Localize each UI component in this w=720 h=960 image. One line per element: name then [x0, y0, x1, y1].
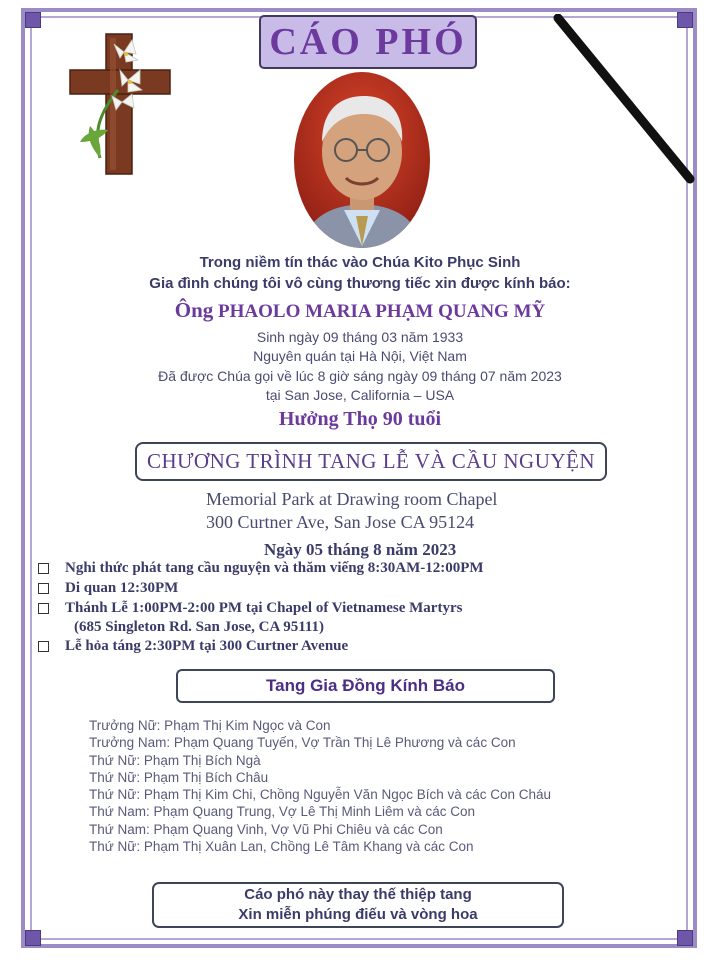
schedule-item: Nghi thức phát tang cầu nguyện và thăm viếng 8:30AM-12:00PM: [38, 560, 484, 577]
family-member: Thứ Nam: Phạm Quang Vinh, Vợ Vũ Phi Chiêu và các Con: [89, 821, 443, 837]
title-box: [259, 15, 477, 69]
schedule-item: Di quan 12:30PM: [38, 580, 178, 597]
page-title: CÁO PHÓ: [269, 21, 467, 63]
venue-line-2: 300 Curtner Ave, San Jose CA 95124: [206, 512, 475, 532]
schedule-item: Thánh Lễ 1:00PM-2:00 PM tại Chapel of Vietnamese Martyrs: [38, 600, 462, 617]
family-title: Tang Gia Đồng Kính Báo: [266, 676, 465, 695]
family-member: Thứ Nữ: Phạm Thị Bích Ngà: [89, 752, 261, 768]
passed-place: tại San Jose, California – USA: [265, 387, 455, 403]
deceased-fullname: PHAOLO MARIA PHẠM QUANG MỸ: [218, 301, 546, 322]
schedule-item-address: (685 Singleton Rd. San Jose, CA 95111): [74, 619, 325, 635]
family-member: Thứ Nữ: Phạm Thị Bích Châu: [89, 769, 269, 785]
checkbox-icon: [38, 641, 49, 652]
checkbox-icon: [38, 603, 49, 614]
notice-box: [152, 882, 564, 928]
deceased-name: [0, 298, 720, 323]
family-box: [176, 669, 555, 703]
schedule-item: Lễ hỏa táng 2:30PM tại 300 Curtner Avenue: [38, 638, 348, 655]
program-title: CHƯƠNG TRÌNH TANG LỄ VÀ CẦU NGUYỆN: [146, 449, 596, 473]
origin: Nguyên quán tại Hà Nội, Việt Nam: [253, 348, 467, 364]
family-member: Thứ Nam: Phạm Quang Trung, Vợ Lê Thị Minh Liêm và các Con: [89, 804, 476, 820]
notice-line-1: Cáo phó này thay thế thiệp tang: [244, 886, 472, 903]
corner-bottom-left: [25, 930, 41, 946]
venue-line-1: Memorial Park at Drawing room Chapel: [206, 489, 498, 509]
corner-bottom-right: [677, 930, 693, 946]
family-member: Thứ Nữ: Phạm Thị Kim Chi, Chồng Nguyễn Văn Ngọc Bích và các Con Cháu: [89, 787, 552, 803]
program-box: [135, 442, 607, 481]
age-line: Hưởng Thọ 90 tuổi: [278, 408, 442, 430]
mourning-ribbon-icon: [540, 14, 710, 194]
born-date: Sinh ngày 09 tháng 03 năm 1933: [256, 329, 464, 345]
portrait-photo: [292, 70, 432, 250]
cross-with-lilies-icon: [62, 30, 180, 180]
family-member: Thứ Nữ: Phạm Thị Xuân Lan, Chồng Lê Tâm Khang và các Con: [89, 839, 474, 855]
family-member: Trưởng Nữ: Phạm Thị Kim Ngọc và Con: [89, 718, 331, 733]
passed-date: Đã được Chúa gọi về lúc 8 giờ sáng ngày 09 tháng 07 năm 2023: [158, 368, 562, 384]
notice-line-2: Xin miễn phúng điếu và vòng hoa: [238, 906, 478, 923]
corner-top-left: [25, 12, 41, 28]
intro-line-2: Gia đình chúng tôi vô cùng thương tiếc xin được kính báo:: [149, 275, 571, 292]
intro-line-1: Trong niềm tín thác vào Chúa Kito Phục Sinh: [199, 254, 521, 271]
checkbox-icon: [38, 563, 49, 574]
deceased-prefix: Ông: [174, 298, 214, 322]
checkbox-icon: [38, 583, 49, 594]
service-date: Ngày 05 tháng 8 năm 2023: [264, 540, 457, 559]
family-list: [89, 717, 551, 855]
family-member: Trưởng Nam: Phạm Quang Tuyến, Vợ Trần Thị Lê Phương và các Con: [89, 735, 516, 751]
